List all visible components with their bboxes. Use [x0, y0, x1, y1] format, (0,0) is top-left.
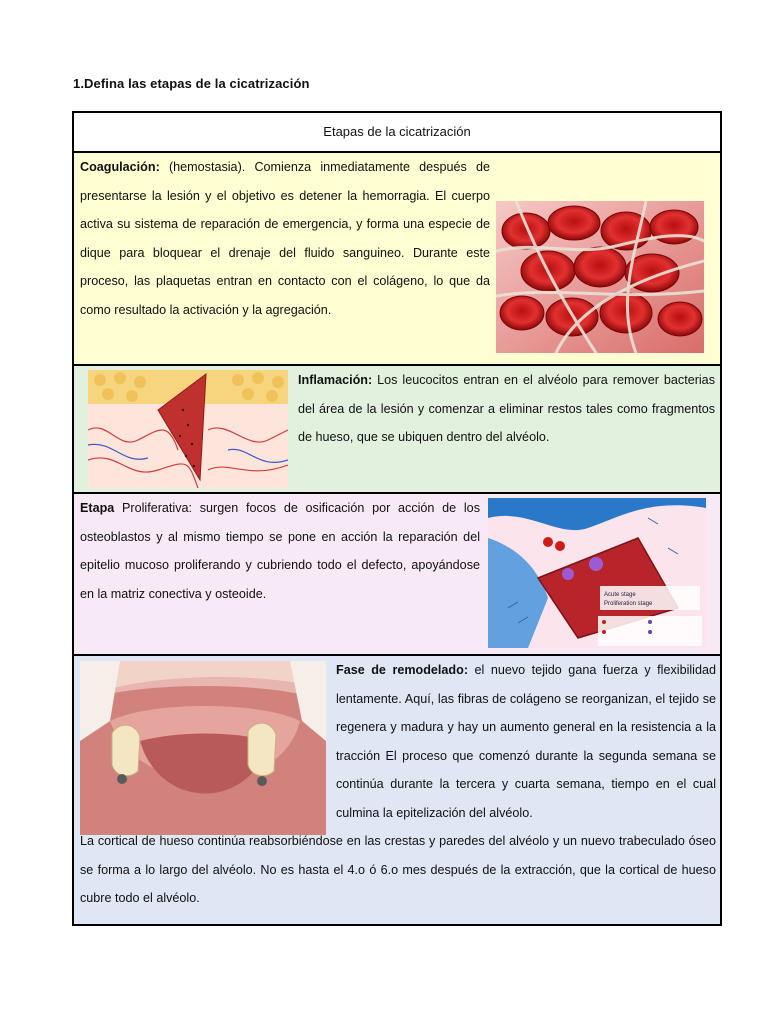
row-proliferativa — [74, 494, 720, 656]
proliferativa-text: Etapa Proliferativa: surgen focos de osificación por acción de los osteoblastos y al mismo tiempo se pone en acción la reparación del epitelio mucoso proliferando y cubriendo todo el defecto, apoyándose en la matriz conectiva y osteoide. — [80, 501, 480, 601]
coagulacion-text: Coagulación: (hemostasia). Comienza inmediatamente después de presentarse la lesión y el objetivo es detener la hemorragia. El cuerpo activa su sistema de reparación de emergencia, y forma una especie de dique para bloquear el drenaje del fluido sanguineo. Durante este proceso, las plaquetas entran en contacto con el colágeno, lo que da como resultado la activación y la agregación. — [80, 160, 490, 317]
row-inflamacion — [74, 366, 720, 494]
wound-illustration-image — [88, 370, 288, 488]
row-remodelado — [74, 656, 720, 924]
table-title: Etapas de la cicatrización — [74, 113, 720, 153]
diagram-label-proliferation: Proliferation stage — [604, 601, 653, 607]
coagulacion-term: Coagulación: — [80, 160, 160, 174]
remodelado-text-wrap: Fase de remodelado: el nuevo tejido gana fuerza y flexibilidad lentamente. Aquí, las fibras de colágeno se reorganizan, el tejido se regenera y madura y hay un aumento general en la resistencia a la tracción El proceso que comenzó durante la segunda semana se continúa durante la tercera y cuarta semana, tiempo en el cual culmina la epitelización del alvéolo. — [336, 663, 716, 820]
diagram-label-acute: Acute stage — [604, 592, 636, 598]
question-heading: 1.Defina las etapas de la cicatrización — [73, 76, 310, 91]
proliferation-diagram-image — [488, 498, 706, 648]
stages-table — [72, 111, 722, 926]
proliferativa-term: Etapa — [80, 501, 115, 515]
remodelado-text-full: La cortical de hueso continúa reabsorbiéndose en las crestas y paredes del alvéolo y un nuevo trabeculado óseo se forma a lo largo del alvéolo. No es hasta el 4.o ó 6.o mes después de la extracción, que la cortical de hueso cubre todo el alvéolo. — [80, 834, 716, 905]
inflamacion-text: Inflamación: Los leucocitos entran en el alvéolo para remover bacterias del área de la lesión y comenzar a eliminar restos tales como fragmentos de hueso, que se ubiquen dentro del alvéolo. — [298, 373, 715, 444]
remodelado-term: Fase de remodelado: — [336, 663, 469, 677]
mouth-photo-image — [80, 661, 326, 835]
row-coagulacion — [74, 153, 720, 366]
red-blood-cells-image — [496, 201, 704, 353]
inflamacion-term: Inflamación: — [298, 373, 373, 387]
